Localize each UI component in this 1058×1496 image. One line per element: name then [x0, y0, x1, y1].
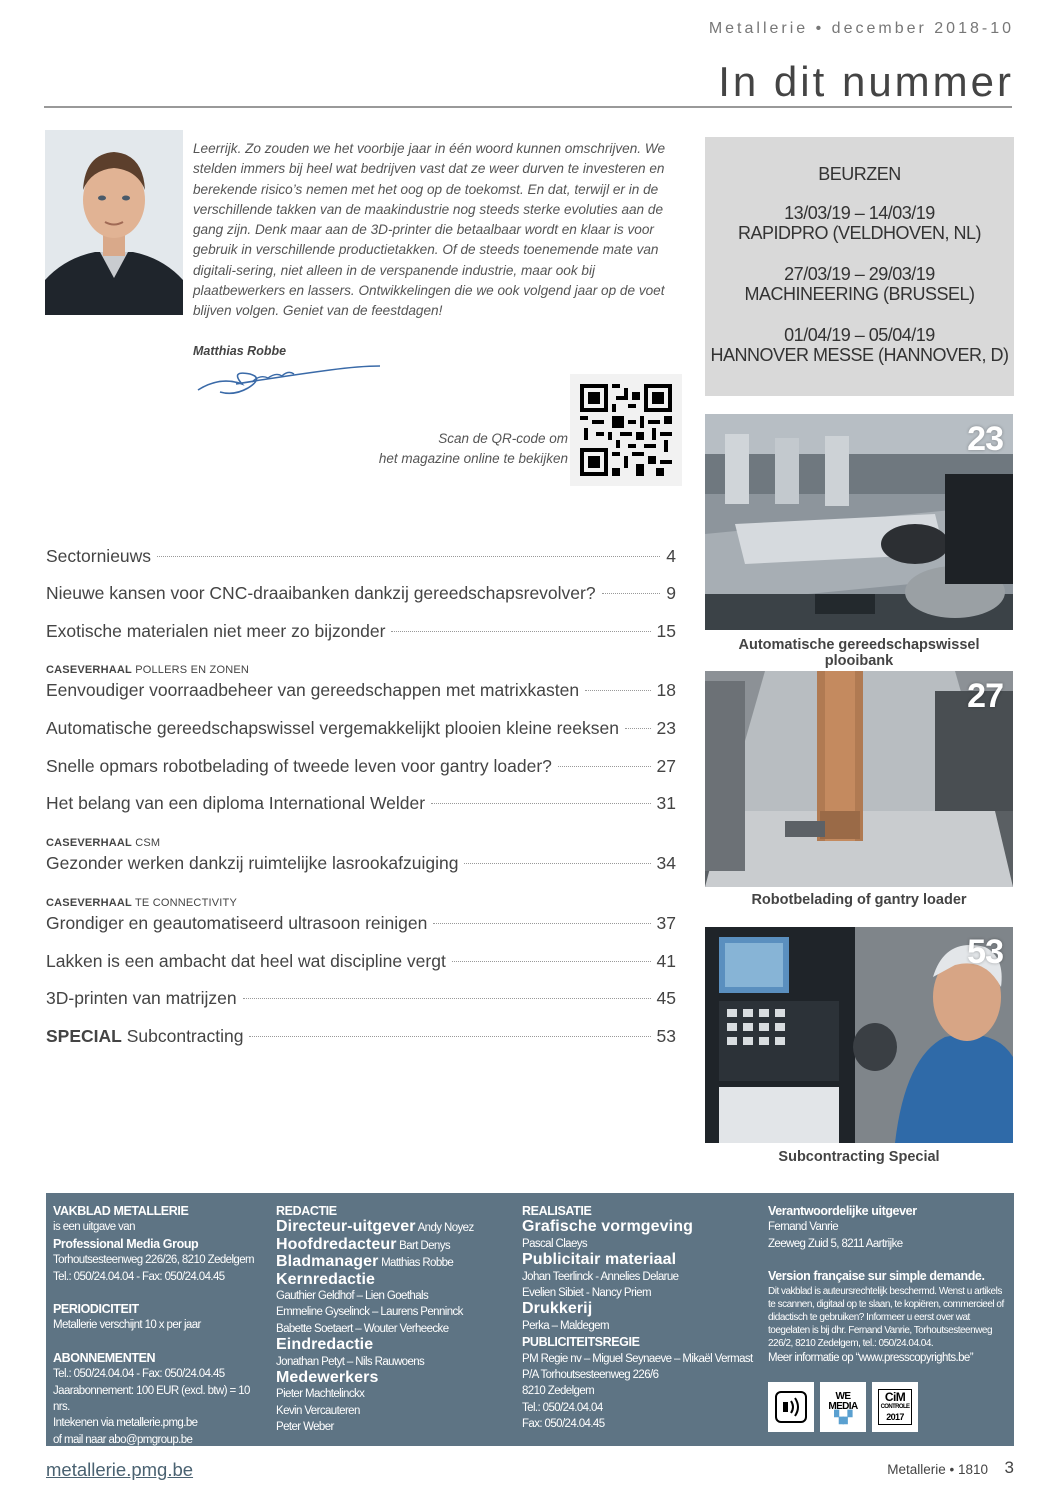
toc-item-label: Subcontracting	[121, 1026, 244, 1046]
toc-case-kicker	[46, 837, 160, 849]
toc-item-page: 27	[656, 756, 676, 776]
toc-leader	[243, 998, 651, 999]
header-rule	[44, 106, 1012, 108]
colophon-line: Evelien Sibiet - Nancy Priem	[522, 1287, 651, 1300]
colophon-line: Emmeline Gyselinck – Laurens Penninck	[276, 1306, 463, 1319]
we-media-logo	[820, 1382, 866, 1432]
toc-leader	[431, 803, 650, 804]
colophon-line: Intekenen via metallerie.pmg.be	[53, 1417, 198, 1430]
toc-item-label: Grondiger en geautomatiseerd ultrasoon reinigen	[46, 913, 428, 933]
toc-item-label: Automatische gereedschapswissel vergemakkelijkt plooien kleine reeksen	[46, 718, 619, 738]
colophon-line: 8210 Zedelgem	[522, 1385, 595, 1398]
colophon-logos	[768, 1382, 918, 1432]
toc-item[interactable]	[46, 853, 676, 874]
toc-kicker-bold: CASEVERHAAL	[46, 837, 132, 849]
toc-item[interactable]	[46, 583, 676, 604]
toc-leader	[585, 690, 650, 691]
toc-item[interactable]	[46, 718, 676, 739]
colophon-responsible	[768, 1203, 1008, 1366]
colophon-heading: Version française sur simple demande.	[768, 1269, 985, 1284]
colophon-heading: REDACTIE	[276, 1204, 337, 1218]
colophon-role: Drukkerij	[522, 1300, 593, 1318]
toc-item[interactable]	[46, 988, 676, 1009]
toc-item-label: Nieuwe kansen voor CNC-draaibanken dankzij gereedschapsrevolver?	[46, 583, 596, 603]
we-media-mark-icon: ▚▞	[834, 1410, 852, 1424]
colophon-line: Tel.: 050/24.04.04 - Fax: 050/24.04.45	[53, 1270, 225, 1283]
toc-leader	[433, 923, 650, 924]
toc-item-page: 23	[656, 718, 676, 738]
editor-name: Matthias Robbe	[193, 344, 287, 358]
toc-item[interactable]	[46, 621, 676, 642]
colophon-line: Pieter Machtelinckx	[276, 1388, 365, 1401]
qr-code[interactable]	[570, 374, 682, 486]
toc-leader	[602, 593, 661, 594]
colophon-line: Babette Soetaert – Wouter Verheecke	[276, 1322, 449, 1335]
fair-dates: 01/04/19 – 05/04/19	[784, 325, 935, 345]
toc-item-page: 9	[666, 583, 676, 603]
fair-name: MACHINEERING (BRUSSEL)	[744, 284, 975, 304]
colophon-line: Gauthier Geldhof – Lien Goethals	[276, 1290, 429, 1303]
photo-caption: Automatische gereedschapswissel plooibank	[738, 637, 980, 669]
fair-dates: 27/03/19 – 29/03/19	[784, 264, 935, 284]
colophon-editorial	[276, 1203, 516, 1436]
toc-item-label: Het belang van een diploma International Welder	[46, 793, 426, 813]
toc-item-page: 31	[656, 793, 676, 813]
colophon-role: Publicitair materiaal	[522, 1251, 677, 1269]
colophon-heading: VAKBLAD METALLERIE	[53, 1204, 189, 1218]
toc-item-label: Eenvoudiger voorraadbeheer van gereedschappen met matrixkasten	[46, 680, 580, 700]
photo-caption: Robotbelading of gantry loader	[751, 892, 967, 908]
fairs-box	[705, 137, 1014, 396]
toc-case-kicker	[46, 664, 249, 676]
toc-leader	[249, 1036, 650, 1037]
cim-logo-year: 2017	[886, 1412, 904, 1422]
toc-item[interactable]	[46, 756, 676, 777]
photo-page-number: 27	[967, 677, 1003, 715]
colophon-person: Matthias Robbe	[378, 1257, 454, 1270]
photo-page-number: 23	[967, 420, 1003, 458]
colophon-line: Tel.: 050/24.04.04	[522, 1401, 603, 1414]
fair-name: HANNOVER MESSE (HANNOVER, D)	[710, 345, 1009, 365]
colophon-line: PM Regie nv – Miguel Seynaeve – Mikaël Vermast	[522, 1352, 753, 1365]
website-link[interactable]: metallerie.pmg.be	[46, 1459, 194, 1480]
qr-caption-line1: Scan de QR-code om	[438, 431, 568, 446]
colophon-production	[522, 1203, 762, 1433]
toc-item-page: 53	[656, 1026, 676, 1046]
press-copyrights-icon	[774, 1390, 808, 1424]
colophon-heading: Verantwoordelijke uitgever	[768, 1204, 917, 1218]
toc-item-page: 4	[666, 546, 676, 566]
toc-case-kicker	[46, 897, 237, 909]
toc-leader	[157, 556, 660, 557]
colophon-heading: ABONNEMENTEN	[53, 1350, 156, 1365]
editor-signature	[190, 360, 390, 404]
colophon-line: Fax: 050/24.04.45	[522, 1418, 605, 1431]
colophon-line: Jonathan Petyt – Nils Rauwoens	[276, 1355, 425, 1368]
colophon-role: Hoofdredacteur	[276, 1235, 397, 1253]
colophon-line: Peter Weber	[276, 1421, 334, 1434]
toc-kicker-text: TE CONNECTIVITY	[131, 897, 238, 909]
toc-item-label: Gezonder werken dankzij ruimtelijke lasrookafzuiging	[46, 853, 459, 873]
colophon-role: Kernredactie	[276, 1270, 376, 1288]
cim-logo-text: CiM	[884, 1390, 906, 1404]
toc-item-page: 41	[656, 951, 676, 971]
toc-kicker-text: POLLERS EN ZONEN	[131, 664, 250, 676]
colophon-role: Eindredactie	[276, 1336, 374, 1354]
colophon-line: Torhoutsesteenweg 226/26, 8210 Zedelgem	[53, 1254, 255, 1267]
colophon-role: Grafische vormgeving	[522, 1218, 693, 1236]
colophon-line: is een uitgave van	[53, 1221, 135, 1234]
colophon-line: Perka – Maldegem	[522, 1319, 609, 1332]
colophon-role: Bladmanager	[276, 1253, 379, 1271]
fair-item	[705, 325, 1014, 365]
toc-item-page: 15	[656, 621, 676, 641]
colophon-role: Medewerkers	[276, 1369, 379, 1387]
fair-dates: 13/03/19 – 14/03/19	[784, 203, 935, 223]
colophon-heading: REALISATIE	[522, 1204, 592, 1218]
toc-item[interactable]	[46, 1026, 676, 1047]
toc-item-page: 34	[656, 853, 676, 873]
toc-item-label: Snelle opmars robotbelading of tweede leven voor gantry loader?	[46, 756, 552, 776]
toc-kicker-bold: CASEVERHAAL	[46, 897, 132, 909]
colophon-role: Directeur-uitgever	[276, 1218, 416, 1236]
toc-leader	[558, 766, 651, 767]
we-media-logo-text: MEDIA	[828, 1401, 858, 1412]
colophon-person: Andy Noyez	[415, 1222, 474, 1235]
toc-kicker-bold: CASEVERHAAL	[46, 664, 132, 676]
toc-leader	[625, 728, 651, 729]
press-copyrights-logo	[768, 1382, 814, 1432]
photo-press-brake[interactable]	[705, 414, 1013, 630]
header-meta: Metallerie • december 2018-10	[708, 20, 1014, 37]
page-title: In dit nummer	[718, 58, 1014, 105]
photo-subcontracting[interactable]	[705, 927, 1013, 1143]
photo-caption: Subcontracting Special	[778, 1149, 940, 1165]
colophon-line: Jaarabonnement: 100 EUR (excl. btw) = 10 nrs.	[53, 1384, 250, 1414]
toc-item[interactable]	[46, 546, 676, 567]
toc-item-page: 37	[656, 913, 676, 933]
toc-item-label: Lakken is een ambacht dat heel wat discipline vergt	[46, 951, 446, 971]
toc-item-page: 18	[656, 680, 676, 700]
colophon-publisher	[53, 1203, 268, 1448]
fair-item	[705, 264, 1014, 304]
cim-logo	[872, 1382, 918, 1432]
colophon-person: Bart Denys	[396, 1239, 451, 1252]
we-media-logo-text: WE	[835, 1391, 851, 1402]
toc-item[interactable]	[46, 793, 676, 814]
toc-item[interactable]	[46, 913, 676, 934]
colophon-line: P/A Torhoutsesteenweg 226/6	[522, 1369, 659, 1382]
colophon-heading: PERIODICITEIT	[53, 1302, 139, 1317]
photo-page-number: 53	[967, 933, 1003, 971]
colophon	[46, 1193, 1014, 1446]
colophon-line: Metallerie verschijnt 10 x per jaar	[53, 1319, 201, 1332]
colophon-line: Meer informatie op “www.presscopyrights.be”	[768, 1351, 973, 1364]
colophon-line: Zeeweg Zuid 5, 8211 Aartrijke	[768, 1237, 903, 1250]
toc-leader	[391, 631, 650, 632]
colophon-line: Tel.: 050/24.04.04 - Fax: 050/24.04.45	[53, 1368, 225, 1381]
qr-caption	[379, 429, 568, 469]
toc-item-label: Exotische materialen niet meer zo bijzonder	[46, 621, 386, 641]
colophon-line: Johan Teerlinck - Annelies Delarue	[522, 1270, 679, 1283]
fair-name: RAPIDPRO (VELDHOVEN, NL)	[737, 223, 982, 243]
toc-item-label: 3D-printen van matrijzen	[46, 988, 237, 1008]
colophon-line: Pascal Claeys	[522, 1237, 588, 1250]
fairs-title: BEURZEN	[818, 164, 901, 184]
page-number: 3	[1004, 1458, 1014, 1477]
toc-leader	[464, 863, 650, 864]
toc-item[interactable]	[46, 680, 676, 701]
colophon-heading: PUBLICITEITSREGIE	[522, 1335, 640, 1350]
colophon-line: Kevin Vercauteren	[276, 1404, 360, 1417]
editorial-text: Leerrijk. Zo zouden we het voorbije jaar in één woord kunnen omschrijven. We stelden immers bij heel wat bedrijven vast dat ze weer durven te investeren en berekende risico’s nemen met het oog op de toekomst. En dat, terwijl er in de verschillende takken van de maakindustrie nog steeds sterke evoluties aan de gang zijn. Denk maar aan de 3D-printer die betaalbaar wordt en klaar is voor gebruik in verschillende productietakken. Of de steeds toenemende mate van digitali-sering, niet alleen in de verspanende industrie, maar ook bij plaatbewerkers en lassers. Ontwikkelingen die we ook volgend jaar op de voet blijven volgen. Geniet van de feestdagen!	[193, 141, 666, 319]
photo-gantry-loader[interactable]	[705, 671, 1013, 887]
colophon-line: Fernand Vanrie	[768, 1221, 839, 1234]
fair-item	[705, 203, 1014, 243]
toc-kicker-text: CSM	[131, 837, 161, 849]
toc-special-tag: SPECIAL	[46, 1026, 122, 1046]
qr-caption-line2: het magazine online te bekijken	[378, 451, 568, 466]
editor-portrait	[45, 130, 183, 315]
footer-issue: Metallerie • 1810	[887, 1462, 988, 1477]
toc-item-page: 45	[656, 988, 676, 1008]
colophon-copyright-notice: Dit vakblad is auteursrechtelijk beschermd. Wenst u artikels te scannen, digitaal op te slaan, te kopiëren, commercieel of didactisch te gebruiken? Informeer u eerst over wat toegelaten is bij dhr. Fernand Vanrie, Torhoutsesteenweg 226/2, 8210 Zedelgem, tel.: 050/24.04.04.	[768, 1285, 1004, 1349]
toc-item[interactable]	[46, 951, 676, 972]
colophon-company: Professional Media Group	[53, 1236, 199, 1251]
toc-leader	[452, 961, 651, 962]
toc-item-label: Sectornieuws	[46, 546, 152, 566]
cim-logo-text: CONTROLE	[880, 1404, 910, 1410]
colophon-line: of mail naar abo@pmgroup.be	[53, 1433, 193, 1446]
